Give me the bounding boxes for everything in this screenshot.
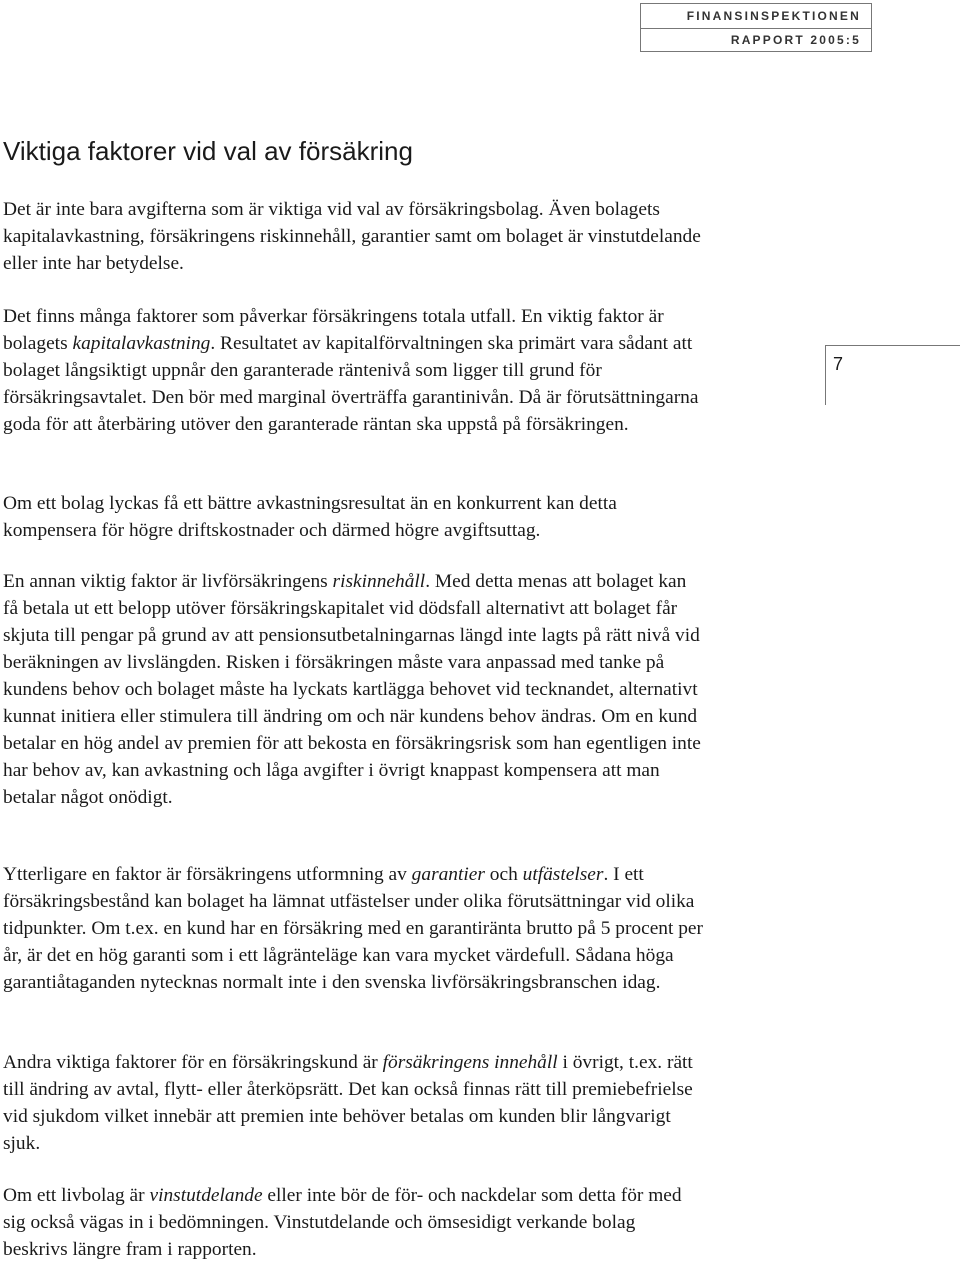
paragraph-6 [3,1049,703,1157]
emphasized-term: utfästelser [522,864,604,885]
report-header-box [640,3,872,52]
paragraph-5 [3,861,703,996]
paragraph-text: . Med detta menas att bolaget kan få betala ut ett belopp utöver försäkringskapitalet vid dödsfall alternativt att bolaget får skjuta till pengar på grund av att pensionsutbetalningarnas längd inte lagts på rätt nivå vid beräkningen av livslängden. Risken i försäkringen måste vara anpassad med tanke på kundens behov och bolaget måste ha lyckats kartlägga behovet vid tecknandet, alternativt kunnat initiera eller stimulera till ändring om och när kundens behov ändras. Om en kund betalar en hög andel av premien för att bekosta en försäkringsrisk som han egentligen inte har behov av, kan avkastning och låga avgifter i övrigt knappast kompensera att man betalar något onödigt. [3,571,701,808]
header-report-number: RAPPORT 2005:5 [641,28,871,52]
emphasized-term: kapitalavkastning [72,333,211,354]
paragraph-text: Andra viktiga faktorer för en försäkringskund är [3,1052,383,1073]
paragraph-text: eller inte bör de för- och nackdelar som detta för med sig också vägas in i bedömningen. Vinstutdelande och ömsesidigt verkande bolag beskrivs längre fram i rapporten. [3,1185,682,1260]
emphasized-term: garantier [411,864,485,885]
paragraph-1 [3,196,703,277]
paragraph-text: Om ett bolag lyckas få ett bättre avkastningsresultat än en konkurrent kan detta kompensera för högre driftskostnader och därmed högre avgiftsuttag. [3,493,617,541]
paragraph-text: Det finns många faktorer som påverkar försäkringens totala utfall. En viktig faktor är bolagets [3,306,664,354]
paragraph-text: . Resultatet av kapitalförvaltningen ska primärt vara sådant att bolaget långsiktigt uppnår den garanterade räntenivå som ligger till grund för försäkringsavtalet. Den bör med marginal överträffa garantinivån. Då är förutsättningarna goda för att återbäring utöver den garanterade räntan ska uppstå på försäkringen. [3,333,699,435]
page-title: Viktiga faktorer vid val av försäkring [3,136,413,166]
paragraph-text: och [484,864,523,885]
paragraph-7 [3,1182,703,1263]
paragraph-3 [3,490,703,544]
page-number-marker [825,345,960,405]
paragraph-text: Ytterligare en faktor är försäkringens utformning av [3,864,412,885]
emphasized-term: riskinnehåll [332,571,426,592]
paragraph-text: En annan viktig faktor är livförsäkringens [3,571,333,592]
emphasized-term: vinstutdelande [149,1185,263,1206]
page-number: 7 [833,354,844,374]
paragraph-text: Om ett livbolag är [3,1185,150,1206]
header-organization: FINANSINSPEKTIONEN [686,9,861,23]
emphasized-term: försäkringens innehåll [382,1052,558,1073]
paragraph-text: i övrigt, t.ex. rätt till ändring av avtal, flytt- eller återköpsrätt. Det kan också finnas rätt till premiebefrielse vid sjukdom vilket innebär att premien inte behöver betalas om kunden blir långvarigt sjuk. [3,1052,693,1154]
paragraph-text: . I ett försäkringsbestånd kan bolaget ha lämnat utfästelser under olika förutsättningar vid olika tidpunkter. Om t.ex. en kund har en försäkring med en garantiränta brutto på 5 procent per år, är det en hög garanti som i ett lågränteläge kan vara mycket värdefull. Sådana höga garantiåtaganden nytecknas normalt inte i den svenska livförsäkringsbranschen idag. [3,864,703,993]
paragraph-2 [3,303,703,438]
paragraph-4 [3,568,703,811]
paragraph-text: Det är inte bara avgifterna som är viktiga vid val av försäkringsbolag. Även bolagets kapitalavkastning, försäkringens riskinnehåll, garantier samt om bolaget är vinstutdelande eller inte har betydelse. [3,199,701,274]
